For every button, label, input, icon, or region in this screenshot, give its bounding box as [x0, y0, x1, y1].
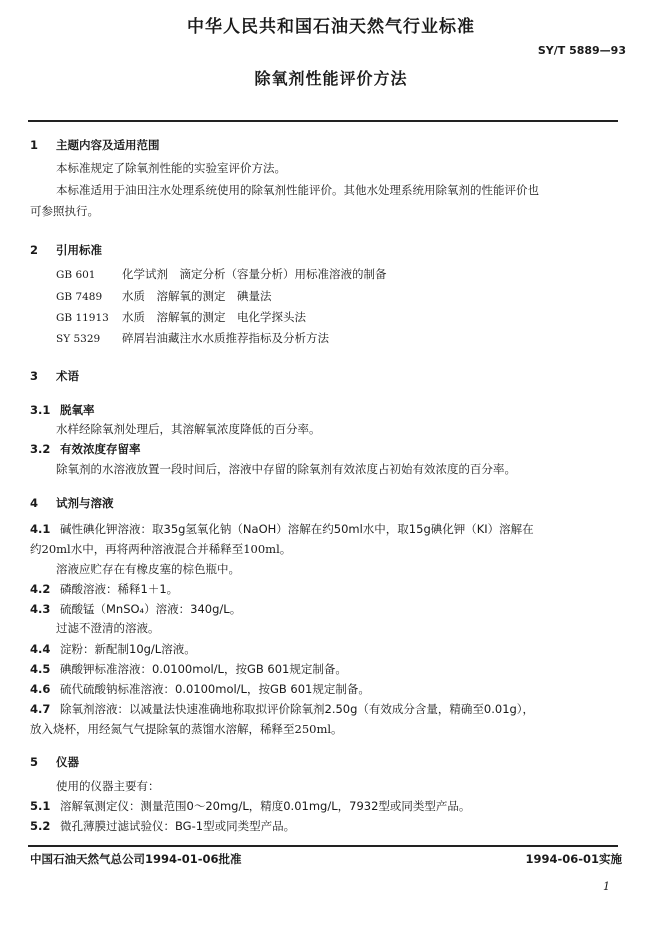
section-1-heading: 1 主题内容及适用范围: [30, 138, 160, 152]
approval-date: 中国石油天然气总公司1994-01-06批准: [30, 852, 242, 866]
document-title: 除氧剂性能评价方法: [254, 69, 408, 88]
item-4-1-cont: 约20ml水中，再将两种溶液混合并稀释至100ml。: [30, 542, 292, 556]
reference-item: GB 7489 水质 溶解氧的测定 碘量法: [56, 289, 272, 303]
item-4-4: 4.4 淀粉：新配制10g/L溶液。: [30, 642, 196, 656]
term-3-2-heading: 3.2 有效浓度存留率: [30, 442, 141, 456]
section-3-heading: 3 术语: [30, 369, 79, 383]
top-rule: [28, 120, 618, 122]
implementation-date: 1994-06-01实施: [525, 852, 622, 866]
item-4-3-note: 过滤不澄清的溶液。: [56, 621, 160, 635]
standard-number: SY/T 5889—93: [537, 44, 626, 57]
reference-item: GB 601 化学试剂 滴定分析（容量分析）用标准溶液的制备: [56, 267, 387, 281]
item-5-1: 5.1 溶解氧测定仪：测量范围0～20mg/L，精度0.01mg/L，7932型或同类型产品。: [30, 799, 471, 813]
section-5-intro: 使用的仪器主要有：: [56, 779, 160, 793]
item-5-2: 5.2 微孔薄膜过滤试验仪：BG-1型或同类型产品。: [30, 819, 296, 833]
section-1-para-2-cont: 可参照执行。: [30, 204, 99, 218]
item-4-2: 4.2 磷酸溶液：稀释1＋1。: [30, 582, 179, 596]
item-4-3: 4.3 硫酸锰（MnSO₄）溶液：340g/L。: [30, 602, 242, 616]
item-4-6: 4.6 硫代硫酸钠标准溶液：0.0100mol/L，按GB 601规定制备。: [30, 682, 370, 696]
standard-category-title: 中华人民共和国石油天然气行业标准: [187, 17, 475, 37]
section-2-heading: 2 引用标准: [30, 243, 102, 257]
reference-item: SY 5329 碎屑岩油藏注水水质推荐指标及分析方法: [56, 331, 329, 345]
item-4-1-note: 溶液应贮存在有橡皮塞的棕色瓶中。: [56, 562, 240, 576]
term-3-1-definition: 水样经除氧剂处理后，其溶解氧浓度降低的百分率。: [56, 422, 321, 436]
bottom-rule: [28, 845, 618, 847]
section-5-heading: 5 仪器: [30, 755, 79, 769]
section-4-heading: 4 试剂与溶液: [30, 496, 114, 510]
section-1-para-1: 本标准规定了除氧剂性能的实验室评价方法。: [56, 161, 286, 175]
page-number: 1: [603, 880, 610, 893]
term-3-1-heading: 3.1 脱氧率: [30, 403, 95, 417]
reference-item: GB 11913 水质 溶解氧的测定 电化学探头法: [56, 310, 306, 324]
section-1-para-2: 本标准适用于油田注水处理系统使用的除氧剂性能评价。其他水处理系统用除氧剂的性能评价也: [56, 183, 539, 197]
item-4-1: 4.1 碱性碘化钾溶液：取35g氢氧化钠（NaOH）溶解在约50ml水中，取15g碘化钾（KI）溶解在: [30, 522, 534, 536]
term-3-2-definition: 除氧剂的水溶液放置一段时间后，溶液中存留的除氧剂有效浓度占初始有效浓度的百分率。: [56, 462, 516, 476]
item-4-5: 4.5 碘酸钾标准溶液：0.0100mol/L，按GB 601规定制备。: [30, 662, 347, 676]
item-4-7: 4.7 除氧剂溶液：以减量法快速准确地称取拟评价除氧剂2.50g（有效成分含量，精确至0.01g），: [30, 702, 535, 716]
item-4-7-cont: 放入烧杯，用经氮气气提除氧的蒸馏水溶解，稀释至250ml。: [30, 722, 343, 736]
